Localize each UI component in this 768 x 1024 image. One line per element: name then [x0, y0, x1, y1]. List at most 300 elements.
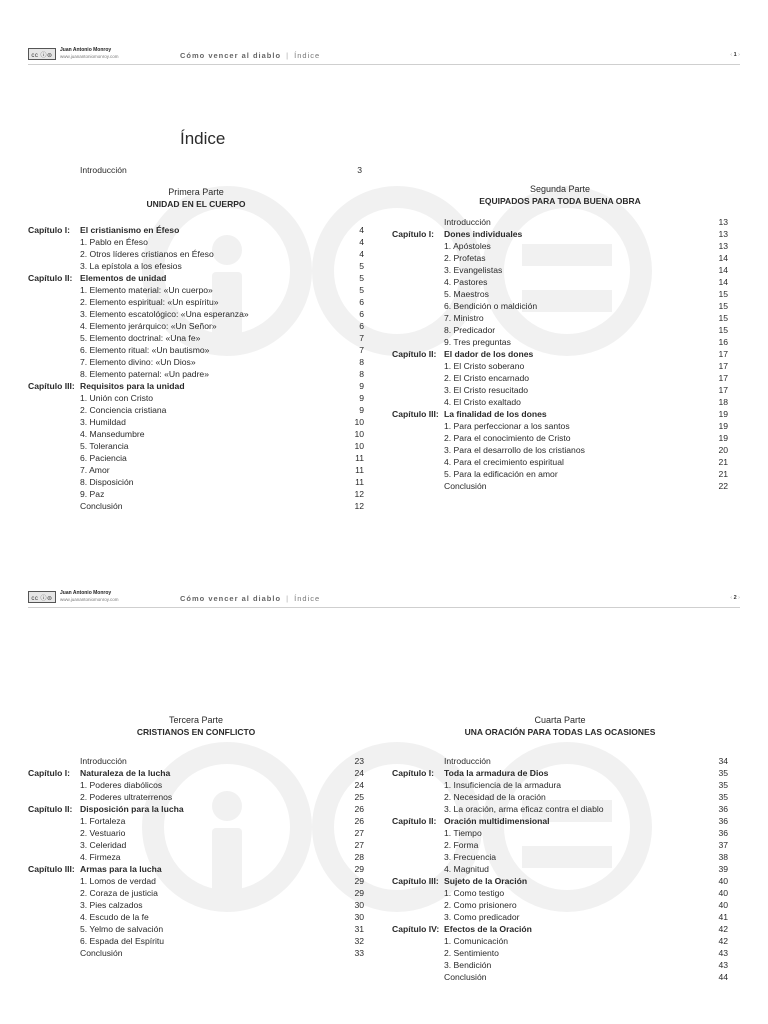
entry-page-number: 15	[718, 325, 728, 335]
entry-title: 4. Elemento jerárquico: «Un Señor»	[80, 321, 217, 331]
entry-page-number: 43	[718, 948, 728, 958]
entry-title: 1. Lomos de verdad	[80, 876, 156, 886]
toc-entry	[392, 480, 728, 492]
entry-title: 1. El Cristo soberano	[444, 361, 525, 371]
chapter-label: Capítulo II:	[28, 804, 73, 814]
chapter-label: Capítulo IV:	[392, 924, 440, 934]
entry-title: Sujeto de la Oración	[444, 876, 528, 886]
author-website[interactable]: www.juanantoniomonroy.com	[60, 54, 119, 59]
entry-page-number: 35	[718, 768, 728, 778]
entry-title: 8. Disposición	[80, 477, 134, 487]
entry-page-number: 5	[359, 261, 364, 271]
toc-chapter-entry	[28, 380, 364, 392]
part-heading: Cuarta Parte	[534, 715, 586, 725]
entry-title: 4. Magnitud	[444, 864, 489, 874]
book-title: Cómo vencer al diablo	[180, 594, 282, 603]
entry-page-number: 17	[718, 385, 728, 395]
toc-entry	[28, 332, 364, 344]
toc-entry	[392, 827, 728, 839]
toc-entry	[392, 396, 728, 408]
entry-title: 2. Forma	[444, 840, 479, 850]
toc-entry	[392, 803, 728, 815]
part-4-section	[392, 715, 728, 983]
entry-title: 3. El Cristo resucitado	[444, 385, 529, 395]
toc-entry	[392, 420, 728, 432]
toc-chapter-entry	[392, 767, 728, 779]
entry-page-number: 26	[354, 816, 364, 826]
toc-entry	[28, 260, 364, 272]
entry-title: 1. Como testigo	[444, 888, 505, 898]
chapter-label: Capítulo III:	[28, 864, 75, 874]
entry-page-number: 35	[718, 792, 728, 802]
entry-page-number: 10	[354, 417, 364, 427]
entry-title: Conclusión	[444, 481, 487, 491]
entry-title: 8. Elemento paternal: «Un padre»	[80, 369, 209, 379]
part-3-section	[28, 715, 364, 959]
toc-entry	[28, 887, 364, 899]
creative-commons-badge-icon: cc ⓘ⊜	[28, 48, 56, 60]
entry-title: 4. Escudo de la fe	[80, 912, 149, 922]
entry-title: 3. Celeridad	[80, 840, 127, 850]
entry-title: Elementos de unidad	[80, 273, 167, 283]
entry-title: 3. Para el desarrollo de los cristianos	[444, 445, 585, 455]
toc-entry	[28, 935, 364, 947]
entry-page-number: 41	[718, 912, 728, 922]
entry-page-number: 27	[354, 828, 364, 838]
entry-title: 2. Necesidad de la oración	[444, 792, 546, 802]
index-title: Índice	[180, 129, 226, 149]
toc-entry	[392, 755, 728, 767]
section-name: Índice	[294, 51, 321, 60]
toc-chapter-entry	[28, 863, 364, 875]
entry-page-number: 5	[359, 285, 364, 295]
entry-title: Naturaleza de la lucha	[80, 768, 171, 778]
entry-title: 3. Frecuencia	[444, 852, 497, 862]
toc-entry	[28, 452, 364, 464]
entry-page-number: 4	[359, 225, 364, 235]
entry-page-number: 35	[718, 780, 728, 790]
chapter-label: Capítulo I:	[28, 768, 71, 778]
entry-page-number: 13	[718, 217, 728, 227]
author-name: Juan Antonio Monroy	[60, 47, 112, 53]
entry-page-number: 8	[359, 369, 364, 379]
entry-page-number: 42	[718, 924, 728, 934]
toc-entry	[392, 899, 728, 911]
entry-title: 1. Apóstoles	[444, 241, 491, 251]
title-separator: |	[286, 51, 290, 60]
section-name: Índice	[294, 594, 321, 603]
entry-page-number: 12	[354, 489, 364, 499]
entry-page-number: 27	[354, 840, 364, 850]
entry-page-number: 22	[718, 481, 728, 491]
entry-page-number: 40	[718, 876, 728, 886]
page-2	[0, 512, 768, 1024]
entry-page-number: 11	[355, 453, 364, 463]
toc-chapter-entry	[392, 228, 728, 240]
entry-page-number: 36	[718, 804, 728, 814]
entry-title: 2. Elemento espiritual: «Un espíritu»	[80, 297, 219, 307]
chapter-label: Capítulo I:	[28, 225, 71, 235]
toc-entry	[28, 875, 364, 887]
toc-entry	[28, 464, 364, 476]
entry-page-number: 10	[354, 441, 364, 451]
entry-page-number: 15	[718, 301, 728, 311]
toc-entry	[392, 432, 728, 444]
part-2-section	[392, 184, 728, 492]
toc-entry	[28, 815, 364, 827]
toc-chapter-entry	[392, 348, 728, 360]
toc-chapter-entry	[392, 875, 728, 887]
part-heading: Primera Parte	[168, 187, 224, 197]
entry-page-number: 9	[359, 405, 364, 415]
entry-title: 6. Paciencia	[80, 453, 127, 463]
toc-entry	[392, 264, 728, 276]
header-divider	[28, 64, 740, 65]
toc-entry	[392, 336, 728, 348]
toc-entry	[392, 839, 728, 851]
entry-title: Dones individuales	[444, 229, 523, 239]
toc-entry	[28, 911, 364, 923]
entry-title: 3. Pies calzados	[80, 900, 143, 910]
entry-title: 1. Tiempo	[444, 828, 482, 838]
toc-entry	[392, 372, 728, 384]
toc-entry	[392, 779, 728, 791]
entry-title: 2. Profetas	[444, 253, 486, 263]
entry-title: Oración multidimensional	[444, 816, 550, 826]
entry-title: 3. Evangelistas	[444, 265, 503, 275]
entry-page-number: 13	[718, 241, 728, 251]
entry-page-number: 24	[354, 768, 364, 778]
entry-title: El cristianismo en Éfeso	[80, 225, 180, 235]
entry-page-number: 30	[354, 900, 364, 910]
entry-title: 1. Poderes diabólicos	[80, 780, 163, 790]
toc-entry	[392, 360, 728, 372]
chapter-label: Capítulo I:	[392, 229, 435, 239]
entry-page-number: 4	[359, 237, 364, 247]
chapter-label: Capítulo II:	[28, 273, 73, 283]
entry-title: Introducción	[80, 756, 127, 766]
toc-list	[392, 755, 728, 983]
entry-page-number: 14	[718, 277, 728, 287]
entry-title: 2. Poderes ultraterrenos	[80, 792, 173, 802]
toc-entry	[392, 887, 728, 899]
document-title	[180, 51, 320, 60]
toc-entry	[28, 284, 364, 296]
entry-title: 2. El Cristo encarnado	[444, 373, 530, 383]
toc-entry	[28, 851, 364, 863]
entry-title: 2. Vestuario	[80, 828, 126, 838]
toc-chapter-entry	[28, 272, 364, 284]
entry-page-number: 29	[354, 888, 364, 898]
entry-page-number: 8	[359, 357, 364, 367]
entry-page-number: 39	[718, 864, 728, 874]
toc-entry	[28, 500, 364, 512]
entry-page-number: 29	[354, 864, 364, 874]
book-title: Cómo vencer al diablo	[180, 51, 282, 60]
entry-page-number: 15	[718, 313, 728, 323]
entry-page-number: 18	[718, 397, 728, 407]
toc-entry	[28, 416, 364, 428]
part-name: EQUIPADOS PARA TODA BUENA OBRA	[479, 196, 641, 206]
entry-title: 3. Como predicador	[444, 912, 520, 922]
entry-page-number: 6	[359, 309, 364, 319]
entry-page-number: 14	[718, 253, 728, 263]
entry-page-number: 9	[359, 381, 364, 391]
entry-page-number: 6	[359, 297, 364, 307]
toc-entry	[28, 899, 364, 911]
chapter-label: Capítulo I:	[392, 768, 435, 778]
entry-title: 1. Elemento material: «Un cuerpo»	[80, 285, 213, 295]
entry-title: El dador de los dones	[444, 349, 534, 359]
entry-page-number: 5	[359, 273, 364, 283]
toc-entry	[392, 312, 728, 324]
toc-entry	[28, 404, 364, 416]
entry-title: 4. El Cristo exaltado	[444, 397, 521, 407]
chapter-label: Capítulo III:	[392, 409, 439, 419]
toc-entry	[28, 440, 364, 452]
entry-title: 2. Conciencia cristiana	[80, 405, 167, 415]
entry-page-number: 20	[718, 445, 728, 455]
entry-page-number: 36	[718, 828, 728, 838]
entry-title: 1. Unión con Cristo	[80, 393, 154, 403]
entry-title: 5. Elemento doctrinal: «Una fe»	[80, 333, 201, 343]
entry-title: 3. La oración, arma eficaz contra el diablo	[444, 804, 604, 814]
chapter-label: Capítulo II:	[392, 349, 437, 359]
toc-entry	[392, 468, 728, 480]
part-heading: Segunda Parte	[529, 184, 591, 194]
toc-entry	[28, 356, 364, 368]
toc-entry	[28, 344, 364, 356]
entry-title: 7. Ministro	[444, 313, 484, 323]
entry-title: 5. Maestros	[444, 289, 489, 299]
introduction-entry: Introducción 3	[80, 165, 362, 175]
entry-page-number: 7	[359, 333, 364, 343]
toc-chapter-entry	[28, 767, 364, 779]
toc-list	[392, 216, 728, 492]
header-divider	[28, 607, 740, 608]
toc-entry	[392, 252, 728, 264]
part-name: UNA ORACIÓN PARA TODAS LAS OCASIONES	[464, 727, 656, 737]
toc-chapter-entry	[392, 408, 728, 420]
entry-page-number: 43	[718, 960, 728, 970]
entry-title: 1. Insuficiencia de la armadura	[444, 780, 562, 790]
entry-page-number: 11	[355, 465, 364, 475]
entry-title: Conclusión	[80, 948, 123, 958]
entry-title: 9. Paz	[80, 489, 105, 499]
entry-page-number: 19	[718, 421, 728, 431]
part-heading: Tercera Parte	[168, 715, 224, 725]
chapter-label: Capítulo III:	[392, 876, 439, 886]
toc-entry	[28, 779, 364, 791]
entry-page-number: 29	[354, 876, 364, 886]
entry-page-number: 23	[354, 756, 364, 766]
toc-entry	[392, 791, 728, 803]
entry-page-number: 30	[354, 912, 364, 922]
toc-entry	[392, 851, 728, 863]
entry-title: 2. Coraza de justicia	[80, 888, 158, 898]
entry-title: 7. Amor	[80, 465, 110, 475]
entry-page-number: 17	[718, 349, 728, 359]
document-title	[180, 594, 320, 603]
part-name: CRISTIANOS EN CONFLICTO	[136, 727, 256, 737]
toc-entry	[28, 755, 364, 767]
page-header	[28, 588, 740, 608]
entry-page-number: 40	[718, 900, 728, 910]
toc-entry	[28, 839, 364, 851]
entry-title: 1. Comunicación	[444, 936, 509, 946]
entry-page-number: 15	[718, 289, 728, 299]
entry-title: 4. Mansedumbre	[80, 429, 145, 439]
toc-list	[28, 224, 364, 512]
chapter-label: Capítulo II:	[392, 816, 437, 826]
part-name: UNIDAD EN EL CUERPO	[146, 199, 246, 209]
toc-entry	[28, 428, 364, 440]
entry-page-number: 33	[354, 948, 364, 958]
entry-title: 4. Pastores	[444, 277, 488, 287]
entry-title: 3. Humildad	[80, 417, 126, 427]
entry-page-number: 21	[718, 469, 728, 479]
entry-title: 6. Bendición o maldición	[444, 301, 538, 311]
entry-page-number: 14	[718, 265, 728, 275]
toc-entry	[28, 368, 364, 380]
entry-title: 3. Bendición	[444, 960, 492, 970]
entry-title: 3. Elemento escatológico: «Una esperanza»	[80, 309, 249, 319]
toc-entry	[392, 240, 728, 252]
toc-entry	[392, 863, 728, 875]
entry-page-number: 12	[354, 501, 364, 511]
entry-page-number: 42	[718, 936, 728, 946]
toc-entry	[392, 971, 728, 983]
entry-page-number: 10	[354, 429, 364, 439]
title-separator: |	[286, 594, 290, 603]
entry-page-number: 7	[359, 345, 364, 355]
entry-title: Efectos de la Oración	[444, 924, 532, 934]
entry-page-number: 36	[718, 816, 728, 826]
entry-page-number: 44	[718, 972, 728, 982]
entry-page-number: 21	[718, 457, 728, 467]
entry-title: 5. Para la edificación en amor	[444, 469, 558, 479]
toc-entry	[392, 911, 728, 923]
entry-page-number: 16	[718, 337, 728, 347]
entry-title: Introducción	[444, 217, 491, 227]
entry-page-number: 38	[718, 852, 728, 862]
entry-page-number: 19	[718, 433, 728, 443]
entry-title: 9. Tres preguntas	[444, 337, 511, 347]
toc-chapter-entry	[28, 224, 364, 236]
toc-entry	[28, 947, 364, 959]
entry-title: 7. Elemento divino: «Un Dios»	[80, 357, 196, 367]
toc-entry	[28, 236, 364, 248]
entry-page-number: 4	[359, 249, 364, 259]
creative-commons-badge-icon: cc ⓘ⊜	[28, 591, 56, 603]
entry-title: 1. Pablo en Éfeso	[80, 237, 148, 247]
toc-entry	[392, 216, 728, 228]
toc-entry	[392, 947, 728, 959]
entry-page-number: 34	[718, 756, 728, 766]
entry-page-number: 17	[718, 361, 728, 371]
entry-page-number: 37	[718, 840, 728, 850]
entry-page-number: 32	[354, 936, 364, 946]
entry-title: 8. Predicador	[444, 325, 496, 335]
toc-chapter-entry	[28, 803, 364, 815]
toc-entry	[28, 791, 364, 803]
entry-title: 1. Fortaleza	[80, 816, 126, 826]
entry-title: Disposición para la lucha	[80, 804, 184, 814]
toc-entry	[392, 384, 728, 396]
toc-entry	[28, 827, 364, 839]
toc-entry	[392, 324, 728, 336]
entry-page-number: 9	[359, 393, 364, 403]
entry-page-number: 24	[354, 780, 364, 790]
entry-page-number: 40	[718, 888, 728, 898]
entry-title: 5. Tolerancia	[80, 441, 129, 451]
toc-list	[28, 755, 364, 959]
author-name: Juan Antonio Monroy	[60, 590, 112, 596]
entry-title: 2. Para el conocimiento de Cristo	[444, 433, 571, 443]
chapter-label: Capítulo III:	[28, 381, 75, 391]
toc-entry	[28, 923, 364, 935]
entry-title: Conclusión	[80, 501, 123, 511]
toc-entry	[392, 935, 728, 947]
entry-title: Requisitos para la unidad	[80, 381, 185, 391]
entry-page-number: 28	[354, 852, 364, 862]
toc-entry	[28, 320, 364, 332]
toc-entry	[28, 488, 364, 500]
toc-entry	[392, 288, 728, 300]
entry-title: 5. Yelmo de salvación	[80, 924, 164, 934]
entry-title: 6. Espada del Espíritu	[80, 936, 165, 946]
entry-title: Introducción	[444, 756, 491, 766]
entry-title: Toda la armadura de Dios	[444, 768, 549, 778]
toc-entry	[28, 308, 364, 320]
page-header	[28, 45, 740, 65]
entry-title: Armas para la lucha	[80, 864, 162, 874]
entry-title: 4. Firmeza	[80, 852, 121, 862]
page-number: ‹ 1 ›	[730, 52, 740, 58]
entry-page-number: 26	[354, 804, 364, 814]
entry-page-number: 31	[354, 924, 364, 934]
entry-page-number: 11	[355, 477, 364, 487]
author-website[interactable]: www.juanantoniomonroy.com	[60, 597, 119, 602]
toc-entry	[28, 392, 364, 404]
entry-title: 4. Para el crecimiento espiritual	[444, 457, 564, 467]
toc-entry	[28, 248, 364, 260]
entry-page-number: 19	[718, 409, 728, 419]
toc-entry	[392, 959, 728, 971]
toc-chapter-entry	[392, 815, 728, 827]
entry-title: 2. Como prisionero	[444, 900, 517, 910]
part-1-section	[28, 187, 364, 512]
entry-page-number: 25	[354, 792, 364, 802]
entry-page-number: 17	[718, 373, 728, 383]
entry-title: 1. Para perfeccionar a los santos	[444, 421, 570, 431]
toc-entry	[28, 476, 364, 488]
entry-title: Conclusión	[444, 972, 487, 982]
entry-title: 6. Elemento ritual: «Un bautismo»	[80, 345, 210, 355]
entry-title: 3. La epístola a los efesios	[80, 261, 182, 271]
entry-title: La finalidad de los dones	[444, 409, 547, 419]
page-number: ‹ 2 ›	[730, 595, 740, 601]
toc-entry	[392, 456, 728, 468]
entry-title: 2. Otros líderes cristianos en Éfeso	[80, 249, 214, 259]
entry-page-number: 13	[718, 229, 728, 239]
toc-entry	[392, 444, 728, 456]
entry-title: 2. Sentimiento	[444, 948, 499, 958]
toc-chapter-entry	[392, 923, 728, 935]
toc-entry	[392, 276, 728, 288]
toc-entry	[392, 300, 728, 312]
entry-page-number: 6	[359, 321, 364, 331]
